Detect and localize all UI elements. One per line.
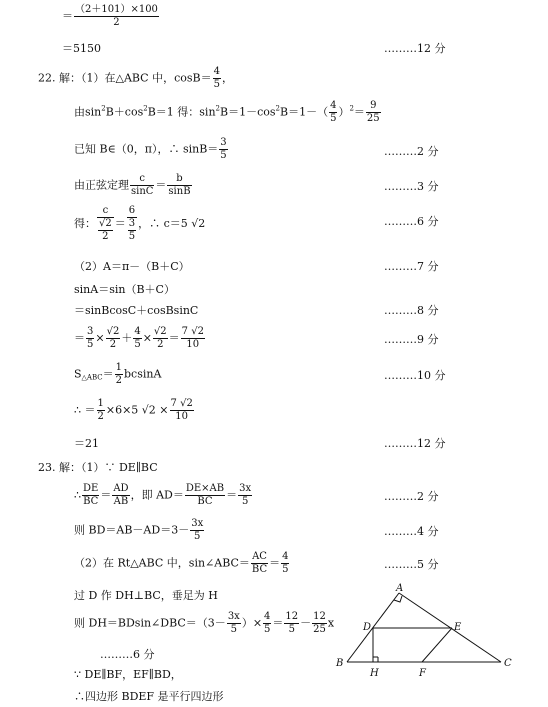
right-angle-mark-A [394, 596, 402, 602]
line-sum-result: ＝5150 [62, 42, 101, 55]
score-10: ………10 分 [384, 369, 446, 382]
line-sinA: sinA＝sin（B＋C） [74, 283, 175, 296]
sum-numerator: （2＋101）×100 [75, 4, 158, 15]
line-sinA-value: ＝ $\frac{3}{5}$ × $\frac{√2}{2}$ ＋ $\frac{4}{5}$ × $\frac{√2}{2}$ ＝ $\frac{7 √2}{10}$ [74, 326, 204, 350]
line-sum-expression: ＝ $\frac{(2+101)\times 100}{2}$ [62, 4, 158, 28]
score-4: ………4 分 [384, 525, 439, 538]
line-DH: 则 DH＝BDsin∠DBC＝（3－ $\frac{3x}{5}$ ）× $\frac{4}{5}$ ＝ $\frac{12}{5}$ － $\frac{12}{25}$ x [74, 611, 335, 635]
score-9: ………9 分 [384, 333, 439, 346]
score-2-b: ………2 分 [384, 490, 439, 503]
line-area-formula: $S_{\triangle ABC}=$ $\frac{1}{2}$ bcsinA [74, 362, 162, 386]
line-sinA-expand: ＝sinBcosC＋cosBsinC [74, 304, 199, 317]
line-area-calc: ∴ ＝ $\frac{1}{2}$ ×6×5 √2 × $\frac{7 √2}{10}$ [74, 398, 193, 422]
score-7: ………7 分 [384, 260, 439, 273]
segment-EF [422, 628, 452, 662]
line-parallelogram: ∴四边形 BDEF 是平行四边形 [74, 690, 224, 703]
label-H: H [370, 668, 379, 679]
line-sinB: 已知 B∈（0，π），∴ sinB＝ $\frac{3}{5}$ [74, 137, 227, 161]
label-B: B [336, 658, 344, 669]
label-A: A [396, 583, 404, 594]
line-sin-ABC: （2）在 Rt△ABC 中，sin∠ABC＝ $\frac{AC}{BC}$ ＝ $\frac{4}{5}$ [74, 551, 289, 575]
score-6-a: ………6 分 [384, 215, 439, 228]
score-12-a: ………12 分 [384, 42, 446, 55]
sum-denominator: 2 [113, 17, 120, 28]
line-perpendicular: 过 D 作 DH⊥BC，垂足为 H [74, 589, 218, 602]
triangle-figure [330, 580, 515, 680]
label-F: F [419, 668, 426, 679]
line-sine-law: 由正弦定理 $\frac{c}{\sin C}$ ＝ $\frac{b}{\sin B}$ [74, 173, 191, 197]
line-pythagorean: 由$\sin^2B+\cos^2B=1$ 得：$\sin^2B=1-\cos^2B=1-$（ $\frac{4}{5}$ ）$^2$＝ $\frac{9}{25}$ [74, 100, 380, 124]
label-C: C [504, 658, 512, 669]
line-area-result: ＝21 [74, 437, 99, 450]
score-2-a: ………2 分 [384, 145, 439, 158]
q23-heading: 23. 解：（1）∵ DE∥BC [38, 461, 158, 474]
line-solve-c: 得： $\frac{c}{\frac{√2}{2}}$ ＝ $\frac{6}{\frac{3}{5}}$ ，∴ c＝5 √2 [74, 205, 206, 242]
score-5: ………5 分 [384, 558, 439, 571]
score-12-b: ………12 分 [384, 437, 446, 450]
line-similar-ratio: ∴ $\frac{DE}{BC}$ ＝ $\frac{AD}{AB}$ ，即 AD＝ $\frac{DE\times AB}{BC}$ ＝ $\frac{3x}{5}$ [74, 483, 252, 507]
score-3: ………3 分 [384, 180, 439, 193]
line-parallel: ∵ DE∥BF，EF∥BD， [74, 668, 182, 681]
score-6-b: ………6 分 [100, 648, 155, 661]
line-BD: 则 BD＝AB－AD＝3－ $\frac{3x}{5}$ [74, 518, 204, 542]
q22-heading: 22. 解：（1）在△ABC 中，cosB＝ $\frac{4}{5}$ ， [38, 66, 233, 90]
line-part2-A: （2）A＝π－（B＋C） [74, 260, 190, 273]
label-D: D [363, 622, 372, 633]
label-E: E [454, 622, 462, 633]
score-8: ………8 分 [384, 304, 439, 317]
